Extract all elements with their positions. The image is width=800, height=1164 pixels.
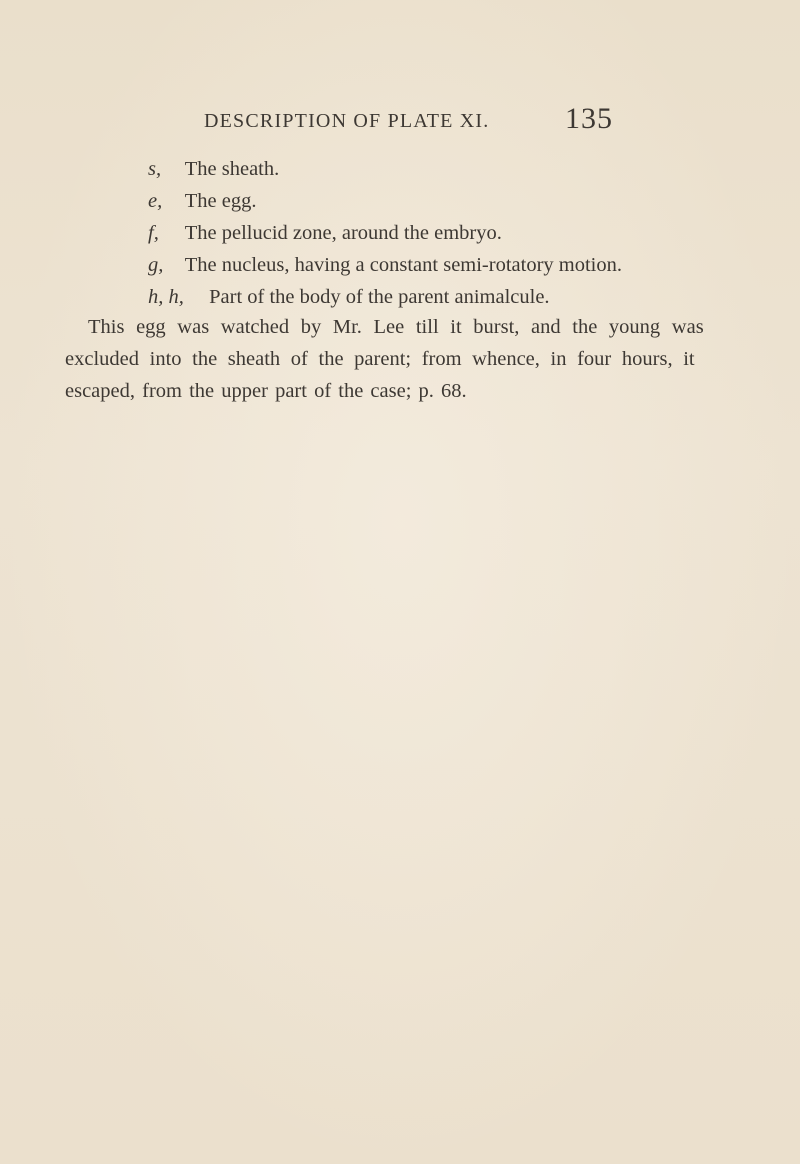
legend-key: h, h, — [148, 286, 184, 308]
legend-description: The pellucid zone, around the embryo. — [184, 222, 502, 244]
legend-item — [148, 158, 279, 181]
paragraph-line: escaped, from the upper part of the case; p. 68. — [65, 380, 467, 402]
page-number: 135 — [565, 102, 613, 135]
legend-item — [148, 190, 257, 213]
running-head: DESCRIPTION OF PLATE XI. — [204, 110, 490, 132]
legend-description: The sheath. — [184, 158, 280, 180]
legend-item — [148, 286, 550, 309]
legend-key: f, — [148, 222, 159, 244]
legend-description: Part of the body of the parent animalcule. — [209, 286, 550, 308]
paragraph-line: This egg was watched by Mr. Lee till it burst, and the young was — [88, 316, 704, 338]
legend-key: s, — [148, 158, 162, 180]
paragraph-line: excluded into the sheath of the parent; from whence, in four hours, it — [65, 348, 695, 370]
legend-description: The egg. — [184, 190, 257, 212]
legend-key: g, — [148, 254, 164, 276]
legend-key: e, — [148, 190, 163, 212]
legend-description: The nucleus, having a constant semi-rotatory motion. — [184, 254, 622, 276]
legend-item — [148, 222, 502, 245]
legend-item — [148, 254, 622, 277]
